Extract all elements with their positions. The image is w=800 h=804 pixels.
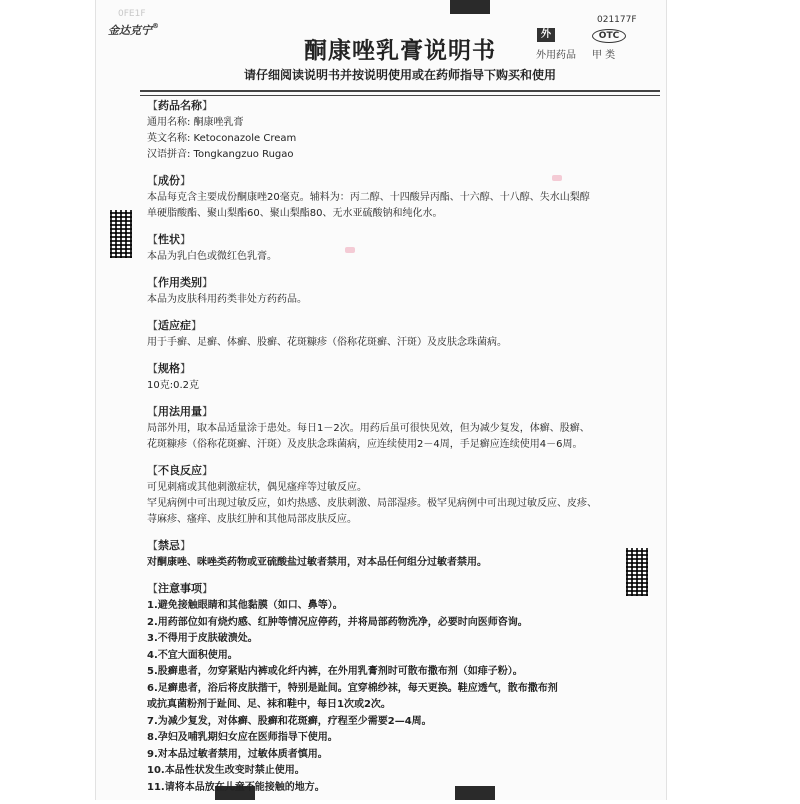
- section-indications: [147, 318, 655, 351]
- section-specification: [147, 361, 655, 394]
- section-heading: 【禁忌】: [147, 539, 191, 552]
- pinyin-name: 汉语拼音: Tongkangzuo Rugao: [147, 149, 294, 160]
- list-item: 4.不宜大面积使用。: [147, 649, 238, 661]
- section-heading: 【成份】: [147, 174, 191, 187]
- list-item: 11.请将本品放在儿童不能接触的地方。: [147, 781, 325, 793]
- section-category: [147, 275, 655, 308]
- list-item: 9.对本品过敏者禁用，过敏体质者慎用。: [147, 748, 328, 760]
- section-character: [147, 232, 655, 265]
- registered-mark: ®: [152, 22, 159, 30]
- brand-name: 金达克宁: [108, 24, 152, 37]
- page-subtitle: 请仔细阅读说明书并按说明使用或在药师指导下购买和使用: [243, 68, 556, 82]
- list-item: 2.用药部位如有烧灼感、红肿等情况应停药，并将局部药物洗净，必要时向医师咨询。: [147, 616, 528, 628]
- paragraph-line: 单硬脂酸酯、聚山梨酯60、聚山梨酯80、无水亚硫酸钠和纯化水。: [147, 208, 443, 219]
- section-heading: 【注意事项】: [147, 582, 213, 595]
- list-item: 3.不得用于皮肤破溃处。: [147, 633, 258, 644]
- section-heading: 【不良反应】: [147, 464, 213, 477]
- paragraph-line: 本品每克含主要成份酮康唑20毫克。辅料为：丙二醇、十四酸异丙酯、十六醇、十八醇、失水山梨醇: [147, 192, 590, 203]
- section-heading: 【规格】: [147, 362, 191, 375]
- page-title: 酮康唑乳膏说明书: [304, 38, 496, 64]
- paragraph-line: 10克:0.2克: [147, 380, 199, 391]
- registration-tab-top: [450, 0, 490, 14]
- list-item: 5.股癣患者，勿穿紧贴内裤或化纤内裤，在外用乳膏剂时可散布撒布剂（如痱子粉）。: [147, 666, 523, 677]
- section-heading: 【适应症】: [147, 319, 202, 332]
- paragraph-line: 花斑糠疹（俗称花斑癣、汗斑）及皮肤念珠菌病，应连续使用2－4周，手足癣应连续使用4－6周。: [147, 439, 583, 450]
- paragraph-line: 本品为乳白色或微红色乳膏。: [147, 251, 277, 262]
- list-item: 1.避免接触眼睛和其他黏膜（如口、鼻等）。: [147, 600, 343, 611]
- paragraph-line: 本品为皮肤科用药类非处方药药品。: [147, 294, 307, 305]
- otc-badge: OTC: [592, 29, 626, 43]
- paragraph-line: 罕见病例中可出现过敏反应，如灼热感、皮肤刺激、局部湿疹。极罕见病例中可出现过敏反应、皮疹、: [147, 498, 597, 509]
- section-contraindications: [147, 538, 655, 571]
- list-item: 7.为减少复发，对体癣、股癣和花斑癣，疗程至少需要2—4周。: [147, 715, 432, 727]
- list-item-continued: 或抗真菌粉剂于趾间、足、袜和鞋中，每日1次或2次。: [147, 699, 391, 710]
- generic-name: 通用名称: 酮康唑乳膏: [147, 117, 244, 128]
- otc-class-label: 甲 类: [592, 50, 616, 61]
- section-precautions: [147, 581, 655, 796]
- section-usage: [147, 404, 655, 453]
- english-name: 英文名称: Ketoconazole Cream: [147, 133, 297, 144]
- section-ingredients: [147, 173, 655, 222]
- paragraph-line: 局部外用，取本品适量涂于患处。每日1－2次。用药后虽可很快见效，但为减少复发，体癣、股癣、: [147, 423, 590, 434]
- bleed-through-code: 0FE1F: [118, 9, 146, 19]
- section-heading: 【性状】: [147, 233, 191, 246]
- list-item: 6.足癣患者，浴后将皮肤揩干，特别是趾间。宜穿棉纱袜，每天更换。鞋应透气，散布撒布剂: [147, 682, 558, 694]
- section-heading: 【药品名称】: [147, 99, 213, 112]
- barcode-left: [110, 210, 132, 258]
- document-code: 021177F: [597, 15, 637, 25]
- external-use-label: 外用药品: [536, 50, 576, 61]
- section-heading: 【用法用量】: [147, 405, 213, 418]
- leaflet-content: [147, 98, 655, 804]
- paragraph-line: 荨麻疹、瘙痒、皮肤红肿和其他局部皮肤反应。: [147, 514, 357, 525]
- section-drug-name: [147, 98, 655, 163]
- section-heading: 【作用类别】: [147, 276, 213, 289]
- header-divider: [140, 90, 660, 92]
- list-item: 10.本品性状发生改变时禁止使用。: [147, 765, 305, 776]
- list-item: 8.孕妇及哺乳期妇女应在医师指导下使用。: [147, 732, 338, 743]
- external-use-badge: 外: [537, 28, 555, 42]
- paragraph-line: 对酮康唑、咪唑类药物或亚硫酸盐过敏者禁用，对本品任何组分过敏者禁用。: [147, 557, 487, 568]
- header-divider-thin: [140, 95, 660, 96]
- paragraph-line: 用于手癣、足癣、体癣、股癣、花斑糠疹（俗称花斑癣、汗斑）及皮肤念珠菌病。: [147, 337, 507, 348]
- paragraph-line: 可见刺痛或其他刺激症状，偶见瘙痒等过敏反应。: [147, 482, 367, 493]
- section-adverse-reactions: [147, 463, 655, 528]
